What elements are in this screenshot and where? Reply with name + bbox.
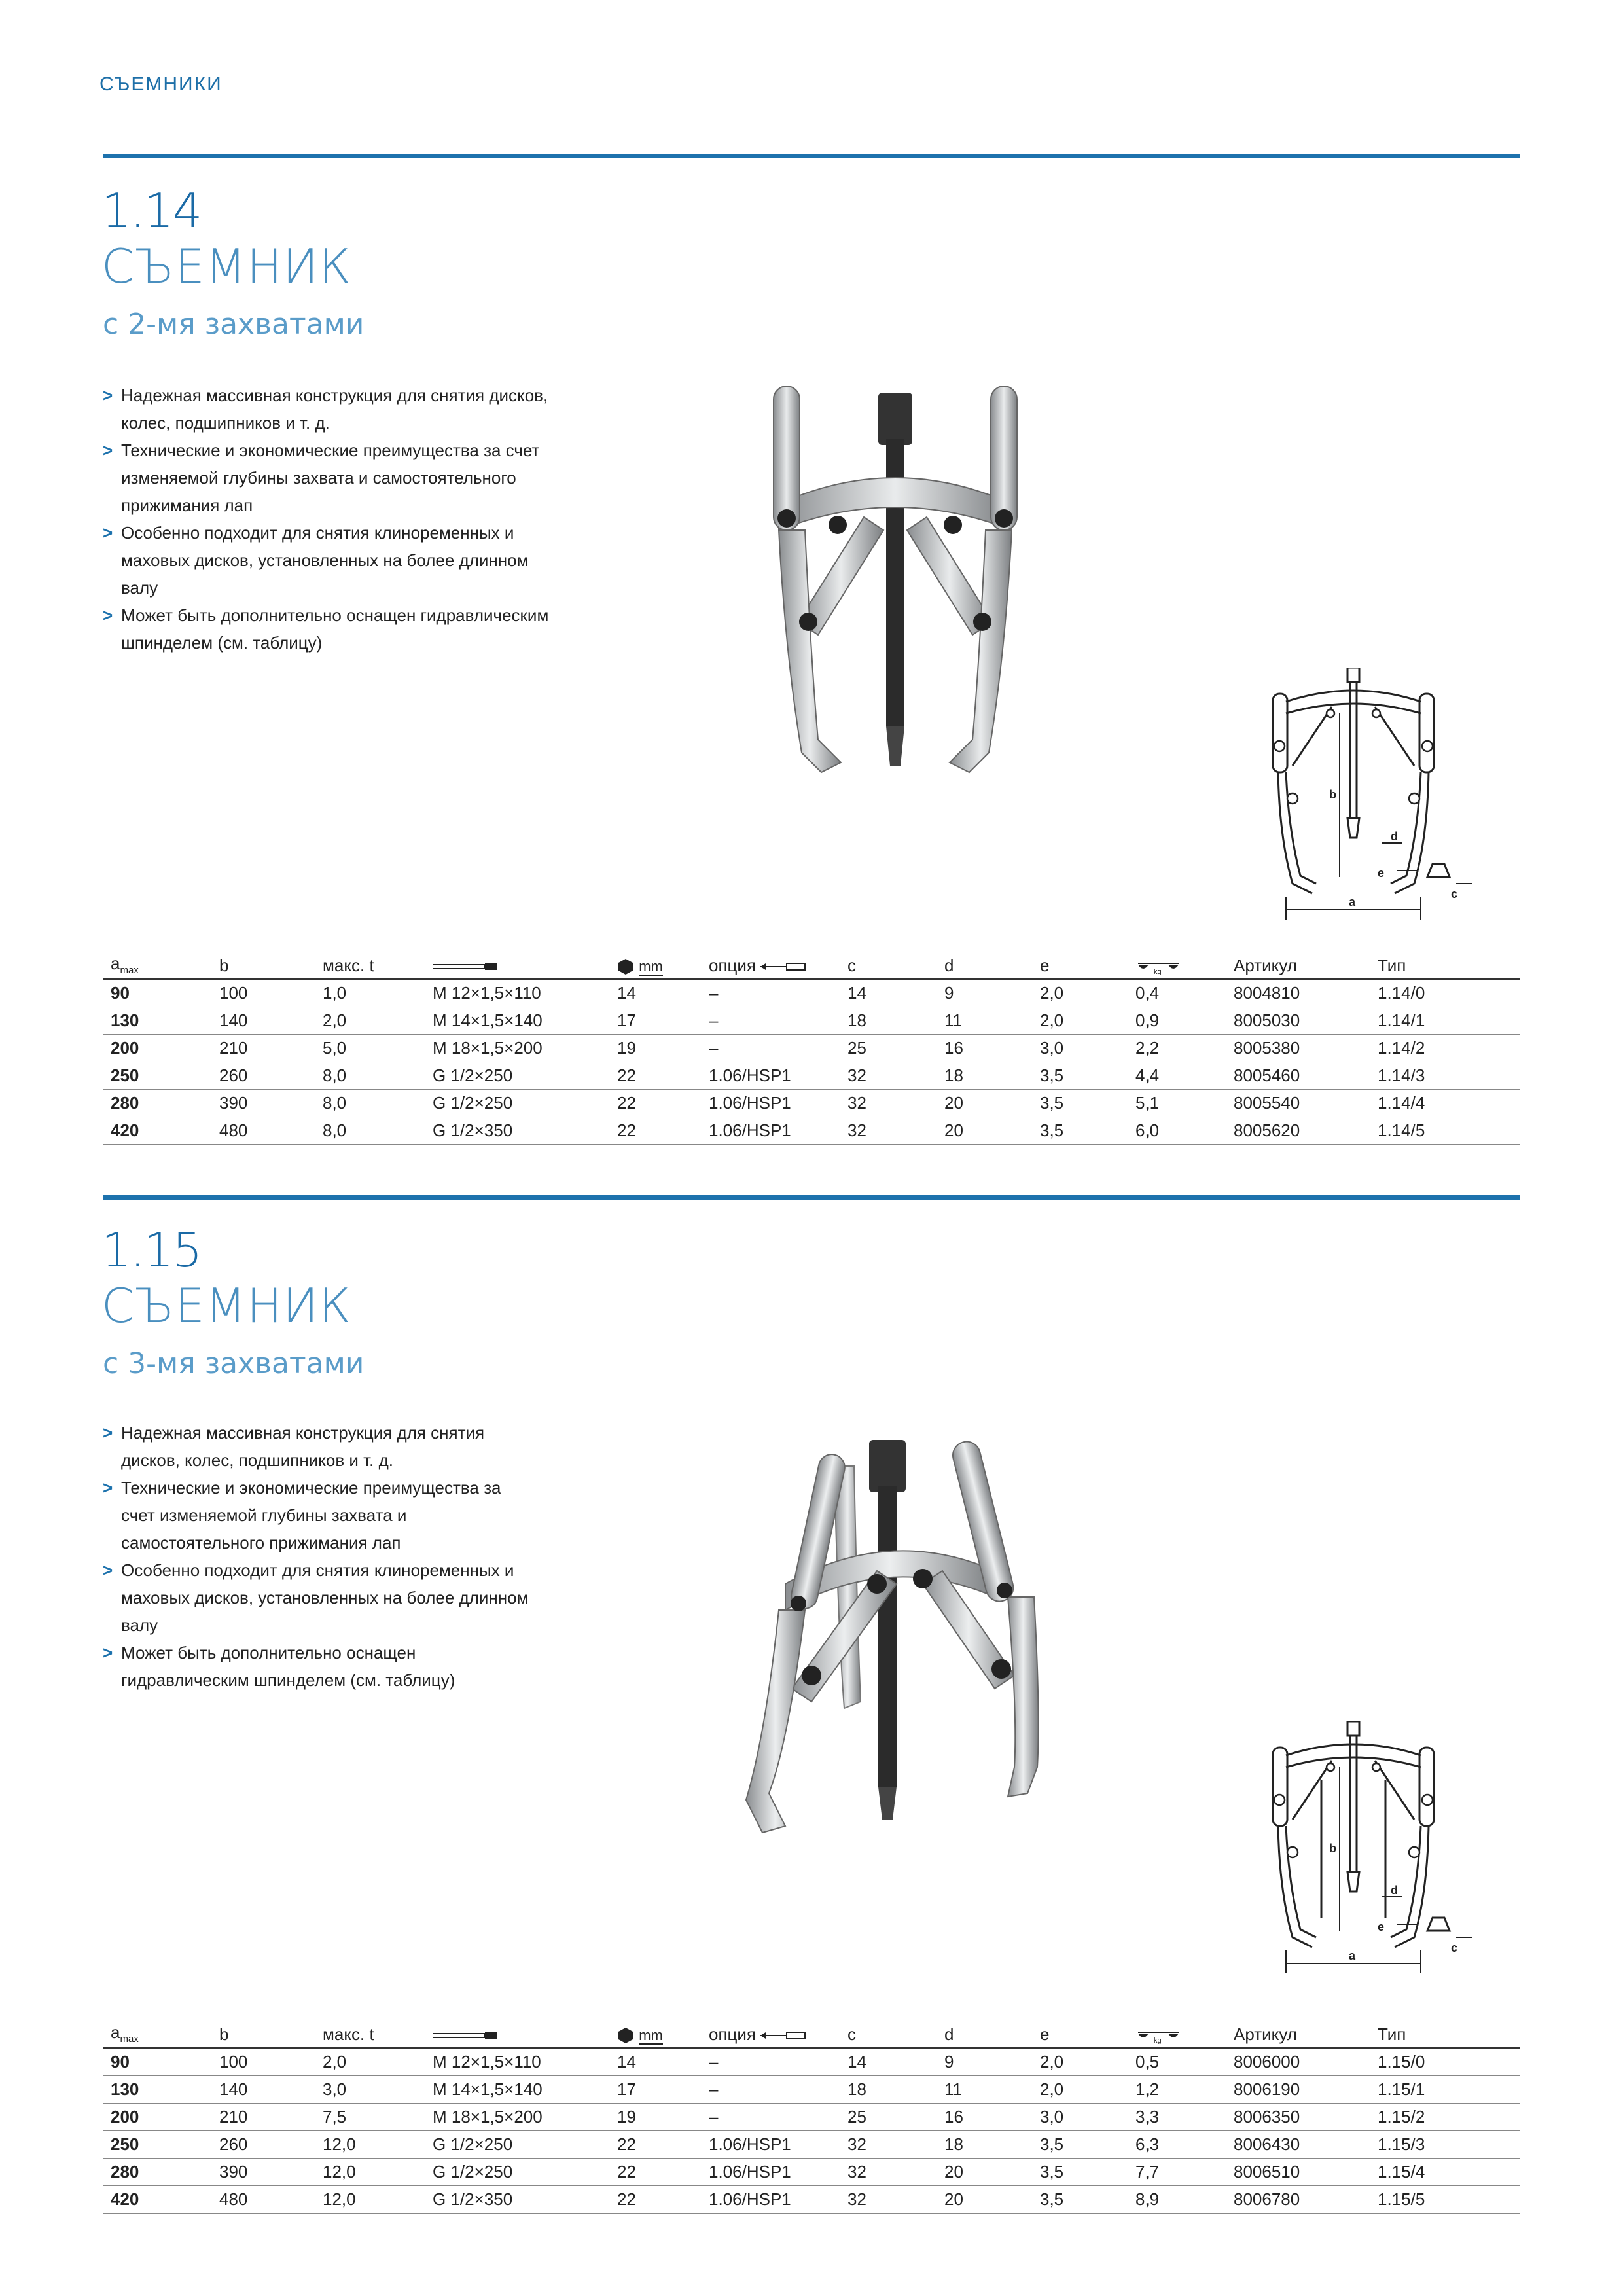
dimension-label: d: [1391, 830, 1398, 843]
section-subtitle: с 3-мя захватами: [103, 1347, 365, 1380]
dimension-label: c: [1451, 1941, 1458, 1954]
col-max-t: макс. t: [315, 2021, 425, 2048]
spindle-icon: [433, 962, 498, 971]
feature-item: > Надежная массивная конструкция для снятия дисков, колес, подшипников и т. д.: [103, 1419, 535, 1474]
col-weight: [1128, 952, 1226, 979]
chevron-right-icon: >: [103, 1423, 113, 1443]
spec-table: [103, 2021, 1520, 2214]
scale-weight-icon: [1135, 2027, 1181, 2044]
col-d: d: [936, 2021, 1032, 2048]
dimension-label: e: [1378, 867, 1385, 880]
col-b: b: [211, 952, 315, 979]
col-a-max: $a_{max}$: [103, 2021, 211, 2048]
dimension-label: a: [1349, 1949, 1356, 1962]
table-row: 200 210 5,0 M 18×1,5×200 19 – 25 16 3,0 2,2 8005380 1.14/2: [103, 1035, 1520, 1062]
three-jaw-puller-image: [726, 1427, 1093, 1859]
section-title: СЪЕМНИК: [101, 239, 351, 294]
hydraulic-spindle-icon: [760, 2031, 806, 2040]
svg-text:kg: kg: [1154, 2037, 1162, 2045]
col-hex: mm: [609, 2021, 701, 2048]
feature-list: [103, 1419, 535, 1694]
col-b: b: [211, 2021, 315, 2048]
section-number: 1.14: [101, 183, 202, 238]
col-d: d: [936, 952, 1032, 979]
col-max-t: макс. t: [315, 952, 425, 979]
chevron-right-icon: >: [103, 1478, 113, 1498]
col-c: c: [840, 2021, 936, 2048]
section-divider: [103, 154, 1520, 158]
col-hex: mm: [609, 952, 701, 979]
table-row: 130 140 2,0 M 14×1,5×140 17 – 18 11 2,0 0,9 8005030 1.14/1: [103, 1007, 1520, 1035]
table-header-row: [103, 952, 1520, 979]
section-subtitle: с 2-мя захватами: [103, 308, 365, 341]
table-row: 420 480 8,0 G 1/2×350 22 1.06/HSP1 32 20 3,5 6,0 8005620 1.14/5: [103, 1117, 1520, 1145]
feature-item: > Особенно подходит для снятия клиноременных и маховых дисков, установленных на более длинном валу: [103, 519, 561, 601]
dimension-label: e: [1378, 1920, 1385, 1933]
feature-item: > Надежная массивная конструкция для снятия дисков, колес, подшипников и т. д.: [103, 382, 561, 437]
scale-weight-icon: [1135, 958, 1181, 975]
col-weight: [1128, 2021, 1226, 2048]
chevron-right-icon: >: [103, 605, 113, 625]
svg-text:kg: kg: [1154, 968, 1162, 976]
table-row: 280 390 8,0 G 1/2×250 22 1.06/HSP1 32 20 3,5 5,1 8005540 1.14/4: [103, 1090, 1520, 1117]
table-row: 250 260 8,0 G 1/2×250 22 1.06/HSP1 32 18 3,5 4,4 8005460 1.14/3: [103, 1062, 1520, 1090]
col-e: e: [1032, 952, 1128, 979]
table-row: 250 260 12,0 G 1/2×250 22 1.06/HSP1 32 18 3,5 6,3 8006430 1.15/3: [103, 2131, 1520, 2159]
hex-nut-icon: [617, 2027, 634, 2044]
dimension-label: b: [1329, 1842, 1336, 1855]
table-row: 130 140 3,0 M 14×1,5×140 17 – 18 11 2,0 1,2 8006190 1.15/1: [103, 2076, 1520, 2104]
col-c: c: [840, 952, 936, 979]
chevron-right-icon: >: [103, 1643, 113, 1662]
table-row: 200 210 7,5 M 18×1,5×200 19 – 25 16 3,0 3,3 8006350 1.15/2: [103, 2104, 1520, 2131]
chevron-right-icon: >: [103, 1560, 113, 1580]
col-article: Артикул: [1226, 2021, 1370, 2048]
col-spindle: [425, 952, 609, 979]
col-option: опция: [701, 952, 840, 979]
two-jaw-puller-image: [753, 373, 1041, 798]
spindle-icon: [433, 2031, 498, 2040]
table-header-row: [103, 2021, 1520, 2048]
col-e: e: [1032, 2021, 1128, 2048]
section-divider: [103, 1195, 1520, 1200]
page-header-label: СЪЕМНИКИ: [99, 73, 223, 95]
table-row: 90 100 1,0 M 12×1,5×110 14 – 14 9 2,0 0,4 8004810 1.14/0: [103, 979, 1520, 1007]
chevron-right-icon: >: [103, 440, 113, 460]
dimension-label: d: [1391, 1884, 1398, 1897]
hex-nut-icon: [617, 958, 634, 975]
section-title: СЪЕМНИК: [101, 1278, 351, 1333]
feature-item: > Особенно подходит для снятия клиноременных и маховых дисков, установленных на более длинном валу: [103, 1556, 535, 1639]
col-article: Артикул: [1226, 952, 1370, 979]
table-row: 90 100 2,0 M 12×1,5×110 14 – 14 9 2,0 0,5 8006000 1.15/0: [103, 2048, 1520, 2076]
feature-item: > Может быть дополнительно оснащен гидравлическим шпинделем (см. таблицу): [103, 1639, 535, 1694]
section-number: 1.15: [101, 1223, 202, 1278]
technical-drawing: [1260, 1721, 1476, 1983]
hydraulic-spindle-icon: [760, 962, 806, 971]
dimension-label: b: [1329, 788, 1336, 801]
chevron-right-icon: >: [103, 386, 113, 405]
dimension-label: a: [1349, 895, 1356, 908]
table-row: 420 480 12,0 G 1/2×350 22 1.06/HSP1 32 20 3,5 8,9 8006780 1.15/5: [103, 2186, 1520, 2214]
col-option: опция: [701, 2021, 840, 2048]
feature-item: > Технические и экономические преимущества за счет изменяемой глубины захвата и самостоятельного прижимания лап: [103, 437, 561, 519]
col-a-max: $a_{max}$: [103, 952, 211, 979]
dimension-label: c: [1451, 888, 1458, 901]
feature-item: > Может быть дополнительно оснащен гидравлическим шпинделем (см. таблицу): [103, 601, 561, 656]
spec-table: [103, 952, 1520, 1145]
feature-list: [103, 382, 561, 656]
col-type: Тип: [1370, 952, 1520, 979]
chevron-right-icon: >: [103, 523, 113, 543]
col-spindle: [425, 2021, 609, 2048]
col-type: Тип: [1370, 2021, 1520, 2048]
table-row: 280 390 12,0 G 1/2×250 22 1.06/HSP1 32 20 3,5 7,7 8006510 1.15/4: [103, 2159, 1520, 2186]
technical-drawing: [1260, 668, 1476, 929]
feature-item: > Технические и экономические преимущества за счет изменяемой глубины захвата и самостоятельного прижимания лап: [103, 1474, 535, 1556]
